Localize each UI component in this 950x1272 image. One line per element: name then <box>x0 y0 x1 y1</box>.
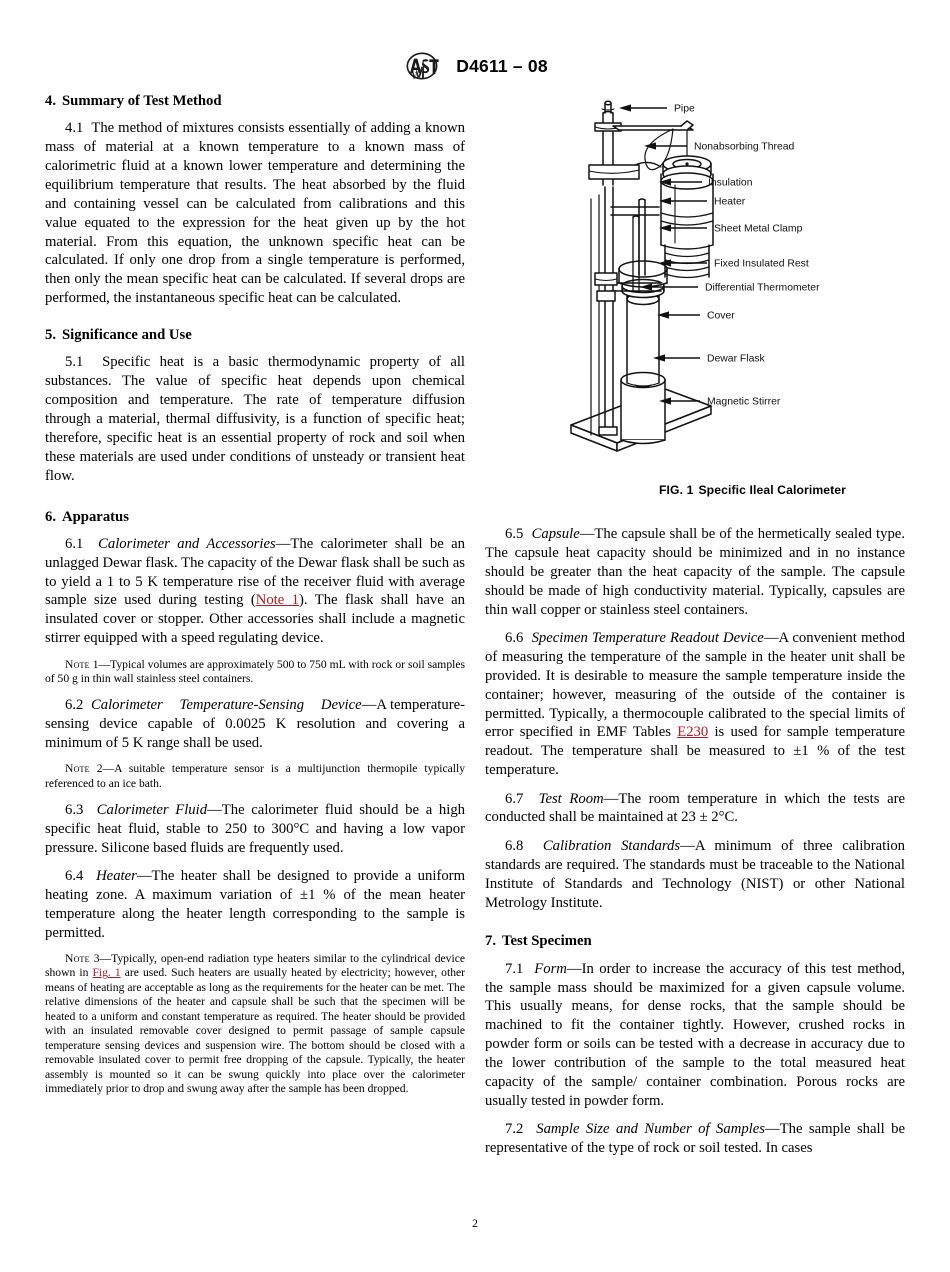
page-number: 2 <box>472 1218 478 1230</box>
section-title-7: Test Specimen <box>502 933 592 950</box>
paragraph-7-2 <box>485 1120 905 1158</box>
run-in-title-6-4: Heater <box>96 867 137 884</box>
section-heading-7 <box>485 932 905 950</box>
paragraph-number-4-1: 4.1 <box>65 120 84 137</box>
section-heading-5 <box>45 326 465 344</box>
paragraph-text-6-8: —A minimum of three calibration standards are required. The standards must be traceable to the National Institute of Standards and Technology (NIST) or other National Metrology Institute. <box>485 837 906 911</box>
section-number-5: 5. <box>45 327 57 344</box>
paragraph-number-7-1: 7.1 <box>505 960 524 977</box>
paragraph-text-7-1: —In order to increase the accuracy of this test method, the sample mass should be maximized for a given capsule volume. This usually means, for dense rocks, that the sample should be machined to fit the container tightly. However, crushed rocks in powder form or soils can be tested with a decrease in accuracy due to the lower contribution of the sample to the total measured heat capacity of the sample/ container combination. Porous rocks are usually tested in powder form. <box>485 960 906 1109</box>
figure-label-cover: Cover <box>707 310 735 322</box>
figure-label-dewar-flask: Dewar Flask <box>707 353 765 365</box>
section-title-6: Apparatus <box>62 508 129 525</box>
link-note-1[interactable]: Note 1 <box>255 592 300 609</box>
paragraph-6-6 <box>485 629 905 780</box>
figure-label-pipe: Pipe <box>674 103 695 115</box>
figure-label-insulation: Insulation <box>708 177 753 189</box>
run-in-title-6-1: Calorimeter and Accessories <box>98 535 276 552</box>
right-column <box>485 525 905 1168</box>
run-in-title-7-2: Sample Size and Number of Samples <box>536 1121 765 1138</box>
figure-label-heater: Heater <box>714 196 746 208</box>
paragraph-text-6-6a: —A convenient method of measuring the temperature of the sample in the heater unit shall be provided. It is desirable to measure the sample temperature inside the container; however, measuring of the outside of the container is permitted. Typically, a thermocouple calibrated to the special limits of error specified in EMF Tables <box>485 629 906 741</box>
document-designation: D4611 – 08 <box>456 55 548 76</box>
paragraph-number-6-6: 6.6 <box>505 629 524 646</box>
paragraph-5-1 <box>45 353 465 485</box>
figure-caption-title: Specific Ileal Calorimeter <box>698 483 847 497</box>
figure-label-sheet-metal-clamp: Sheet Metal Clamp <box>714 223 803 235</box>
figure-label-differential-thermometer: Differential Thermometer <box>705 282 820 294</box>
paragraph-number-6-5: 6.5 <box>505 526 524 542</box>
figure-1-caption <box>555 483 950 497</box>
paragraph-6-3 <box>45 801 465 858</box>
section-title-4: Summary of Test Method <box>62 93 222 109</box>
run-in-title-7-1: Form <box>534 960 567 977</box>
figure-label-magnetic-stirrer: Magnetic Stirrer <box>707 396 781 408</box>
note-label-1: Note <box>65 657 90 671</box>
paragraph-text-5-1: Specific heat is a basic thermodynamic property of all substances. The value of specific heat depends upon chemical composition and temperature. The rate of temperature diffusion through a material, thermal diffusivity, is a function of specific heat; therefore, specific heat is an essential property of rock and soil when these materials are used under conditions of unsteady or transient heat flow. <box>45 354 465 484</box>
paragraph-text-6-4: —The heater shall be designed to provide a uniform heating zone. A maximum variation of ±1 % of the mean heater temperature along the heater length corresponding to the sample is permitted. <box>45 867 465 941</box>
run-in-title-6-6: Specimen Temperature Readout Device <box>531 629 764 646</box>
paragraph-text-6-6b: is used for sample temperature readout. The temperature shall be measured to ±1 % of the test temperature. <box>485 724 905 779</box>
note-3 <box>45 952 465 1097</box>
section-number-4: 4. <box>45 93 57 109</box>
paragraph-4-1 <box>45 119 465 308</box>
left-column <box>45 92 465 1106</box>
paragraph-text-6-1b: ). The flask shall have an insulated cover or stopper. Other accessories shall include a magnetic stirrer equipped with a speed regulating device. <box>45 592 466 647</box>
note-text-2: —A suitable temperature sensor is a multijunction thermopile typically referenced to an ice bath. <box>45 762 465 790</box>
section-title-5: Significance and Use <box>62 327 192 344</box>
figure-label-nonabsorbing-thread: Nonabsorbing Thread <box>694 141 795 153</box>
paragraph-number-6-4: 6.4 <box>65 867 84 884</box>
note-2 <box>45 762 465 791</box>
note-number-2: 2 <box>96 762 103 776</box>
paragraph-text-6-5: —The capsule shall be of the hermetically sealed type. The capsule heat capacity should be minimized and in no instance should be greater than the heat capacity of the sample. The capsule should be made of high conductivity material. Typically, capsules are thin wall copper or stainless steel containers. <box>485 526 905 618</box>
section-heading-4 <box>45 92 465 110</box>
note-text-3a: —Typically, open-end radiation type heaters similar to the cylindrical device shown in <box>45 951 465 980</box>
paragraph-number-7-2: 7.2 <box>505 1121 524 1138</box>
section-number-6: 6. <box>45 508 57 525</box>
note-number-3: 3 <box>93 951 100 965</box>
note-text-3b: are used. Such heaters are usually heated by electricity; however, other means of heating are acceptable as long as the requirements for the heater can be met. The relative dimensions of the heater and capsule shall be such that the specimen will be heated to a uniform and constant temperature as required. The heater should be provided with an insulated removable cover designed to permit passage of sample capsule temperature sensing devices and suspension wire. The bottom should be closed with a removable insulated cover to permit free dropping of the capsule. Typically, the heater assembly is mounted so it can be swung quickly into place over the calorimeter immediately prior to drop and swung away after the sample has been dropped. <box>45 966 465 1096</box>
note-label-3: Note <box>65 951 90 965</box>
paragraph-number-6-8: 6.8 <box>505 837 524 854</box>
note-text-1: —Typical volumes are approximately 500 to 750 mL with rock or soil samples of 50 g in thin wall stainless steel containers. <box>45 657 465 686</box>
section-heading-6 <box>45 508 465 526</box>
note-label-2: Note <box>65 762 90 776</box>
paragraph-6-1 <box>45 535 465 648</box>
figure-1-calorimeter-diagram <box>555 95 950 510</box>
paragraph-6-8 <box>485 837 905 913</box>
run-in-title-6-8: Calibration Standards <box>542 837 681 854</box>
paragraph-number-6-7: 6.7 <box>505 790 524 807</box>
paragraph-text-4-1: The method of mixtures consists essentially of adding a known mass of material at a known temperature to a known mass of calorimetric fluid at a known lower temperature and determining the equilibrium temperature that results. The heat absorbed by the fluid and containing vessel can be calculated from calibrations and this value equated to the expression for the heat given up by the hot material. From this equation, the unknown specific heat can be calculated. If only one drop from a single temperature is performed, then only the mean specific heat can be calculated. If several drops are performed, the instantaneous specific heat can be calculated. <box>45 120 466 307</box>
note-1 <box>45 658 465 687</box>
note-number-1: 1 <box>92 657 99 671</box>
paragraph-6-4 <box>45 867 465 943</box>
figure-caption-number: FIG. 1 <box>658 483 694 497</box>
paragraph-text-7-2: —The sample shall be representative of the type of rock or soil tested. In cases <box>485 1121 905 1157</box>
paragraph-number-5-1: 5.1 <box>65 354 84 371</box>
paragraph-text-6-3: —The calorimeter fluid should be a high specific heat fluid, stable to 250 to 300°C and having a low vapor pressure. Silicone based fluids are frequently used. <box>45 801 466 856</box>
calorimeter-illustration <box>555 95 950 510</box>
run-in-title-6-5: Capsule <box>531 526 580 542</box>
link-e230[interactable]: E230 <box>677 724 709 741</box>
astm-logo-icon <box>402 52 442 80</box>
paragraph-number-6-2: 6.2 <box>65 697 84 714</box>
link-fig-1[interactable]: Fig. 1 <box>92 966 121 980</box>
page-header <box>0 52 950 80</box>
paragraph-number-6-1: 6.1 <box>65 535 84 552</box>
paragraph-text-6-7: —The room temperature in which the tests are conducted shall be maintained at 23 ± 2°C. <box>485 790 906 826</box>
run-in-title-6-3: Calorimeter Fluid <box>96 801 208 818</box>
paragraph-6-2 <box>45 696 465 753</box>
paragraph-6-7 <box>485 790 905 828</box>
paragraph-text-6-2: —A temperature-sensing device capable of 0.0025 K resolution and covering a minimum of 5 K range shall be used. <box>45 697 465 751</box>
run-in-title-6-2: Calorimeter Temperature-Sensing Device <box>90 697 362 714</box>
paragraph-text-6-1a: —The calorimeter shall be an unlagged Dewar flask. The capacity of the Dewar flask shall be such as to yield a 1 to 5 K temperature rise of the receiver fluid with average sample size used during testing ( <box>45 535 465 609</box>
paragraph-6-5 <box>485 525 905 619</box>
paragraph-7-1 <box>485 960 905 1111</box>
run-in-title-6-7: Test Room <box>538 790 604 807</box>
paragraph-number-6-3: 6.3 <box>65 801 84 818</box>
figure-label-fixed-insulated-rest: Fixed Insulated Rest <box>714 258 809 270</box>
section-number-7: 7. <box>485 933 497 950</box>
